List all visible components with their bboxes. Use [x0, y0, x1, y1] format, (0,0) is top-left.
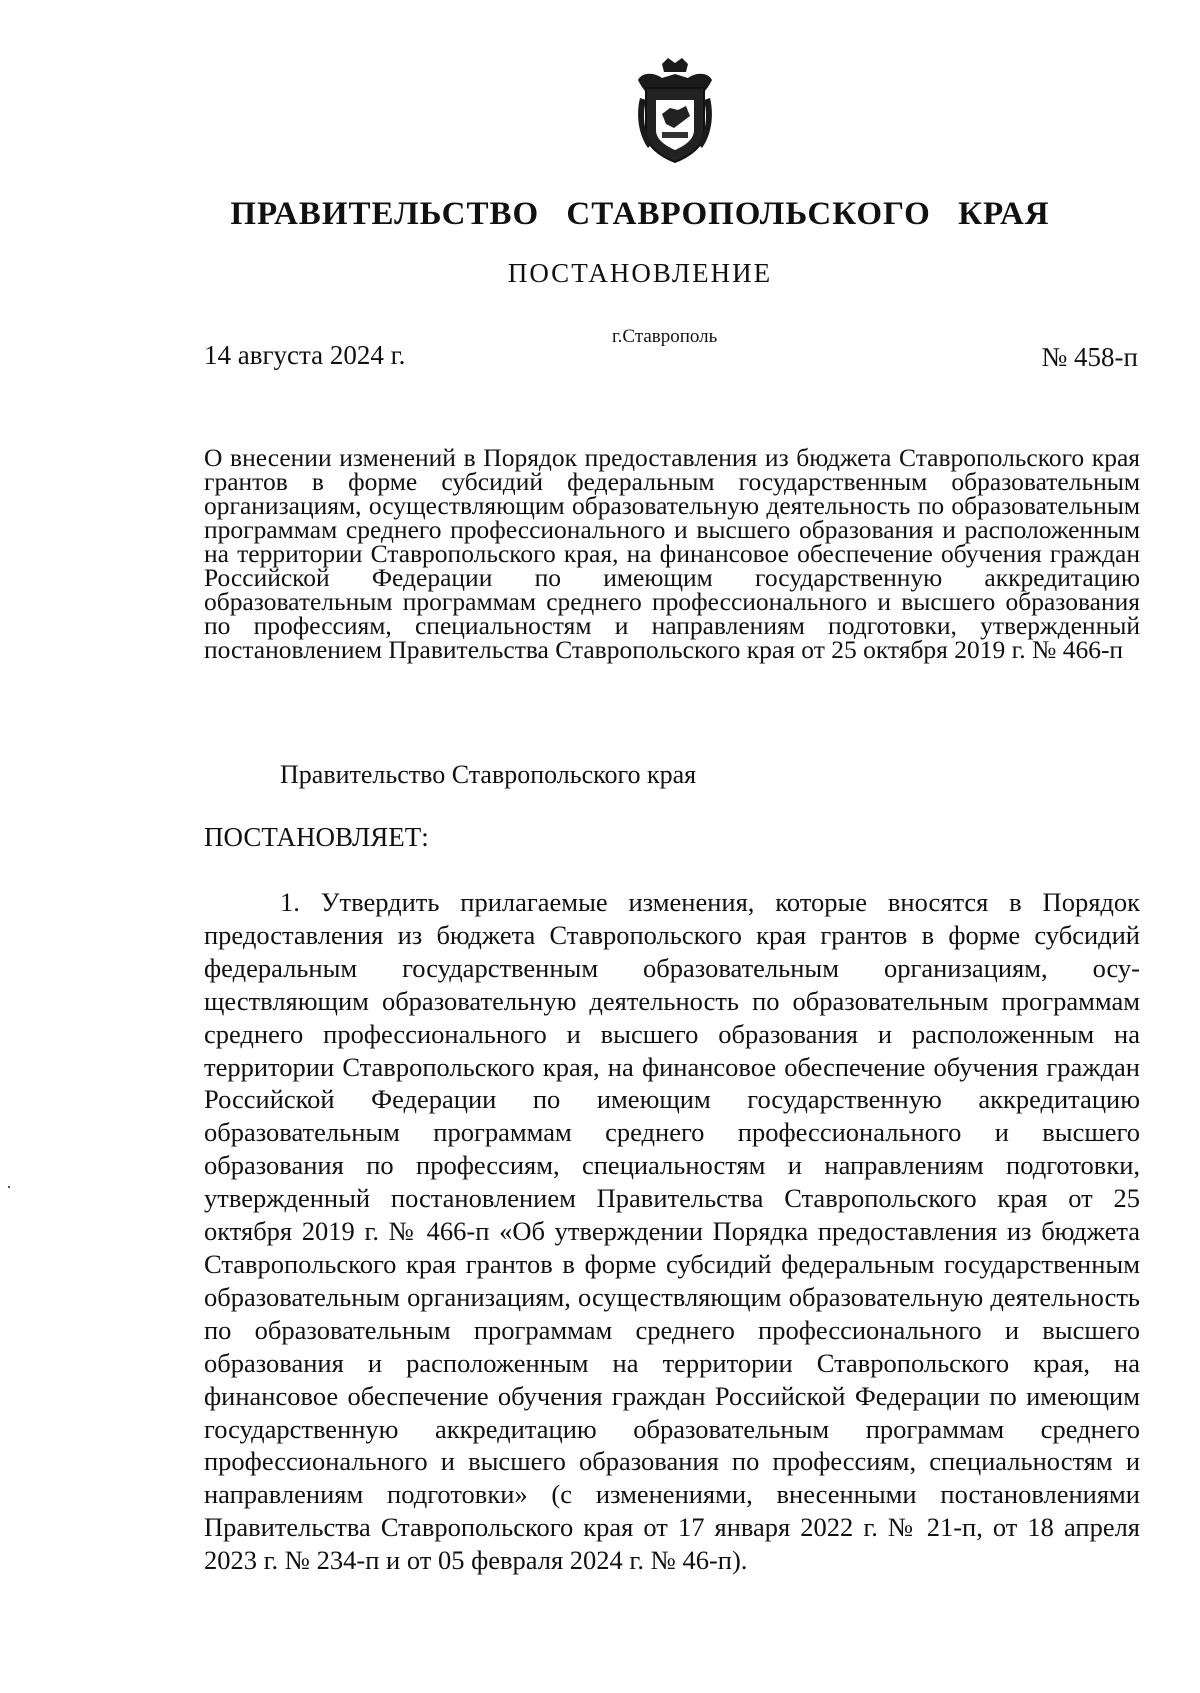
coat-of-arms-emblem: [632, 58, 718, 164]
paragraph-1: 1. Утвердить прилагаемые изменения, которые вносятся в Порядок предоставления из бюджета Ставропольского края грантов в форме субсидий федеральным государственным образовательным организациям, осуществляющим образовательную деятельность по образовательным программам среднего профессионального и высшего образования и расположенным на территории Ставропольского края, на финансовое обеспечение обучения граждан Российской Федерации по имеющим государственную аккредитацию образовательным программам среднего профессионального и высшего образования по профессиям, специальностям и направлениям подготовки, утвержденный постановлением Правительства Ставропольского края от 25 октября 2019 г. № 466-п «Об утверждении Порядка предоставления из бюджета Ставропольского края грантов в форме субсидий федеральным государственным образовательным организациям, осуществляющим образовательную деятельность по образовательным программам среднего профессионального и высшего образования и расположенным на территории Ставропольского края, на финансовое обеспечение обучения граждан Российской Федерации по имеющим государственную аккредитацию образовательным программам среднего профессионального и высшего образования по профессиям, специальностям и направлениям подготовки» (с изменениями, внесенными постановлениями Правительства Ставропольского края от 17 января 2022 г. № 21-п, от 18 апреля 2023 г. № 234-п и от 05 февраля 2024 г. № 46-п).: [204, 887, 1140, 1576]
issuing-authority: Правительство Ставропольского края: [280, 760, 697, 789]
document-number: № 458-п: [1041, 342, 1138, 372]
document-date: 14 августа 2024 г.: [204, 340, 406, 370]
government-title: ПРАВИТЕЛЬСТВО СТАВРОПОЛЬСКОГО КРАЯ: [230, 196, 1050, 232]
document-type: ПОСТАНОВЛЕНИЕ: [507, 258, 773, 288]
scan-artifact-dot: [8, 1186, 10, 1188]
document-subject: О внесении изменений в Порядок предоставления из бюджета Ставропольского края грантов в форме субсидий федеральным государственным образовательным организациям, осуществляющим образовательную деятельность по образовательным программам среднего профессионального и высшего образования и расположенным на территории Ставропольского края, на финансовое обеспечение обучения граждан Российской Федерации по имеющим государственную аккредитацию образовательным программам среднего профессионального и высшего образования по профессиям, специальностям и направлениям подготовки, утвержденный постановлением Правительства Ставропольского края от 25 октября 2019 г. № 466-п: [204, 443, 1140, 664]
document-city: г.Ставрополь: [612, 326, 718, 347]
decree-heading: ПОСТАНОВЛЯЕТ:: [204, 822, 429, 852]
